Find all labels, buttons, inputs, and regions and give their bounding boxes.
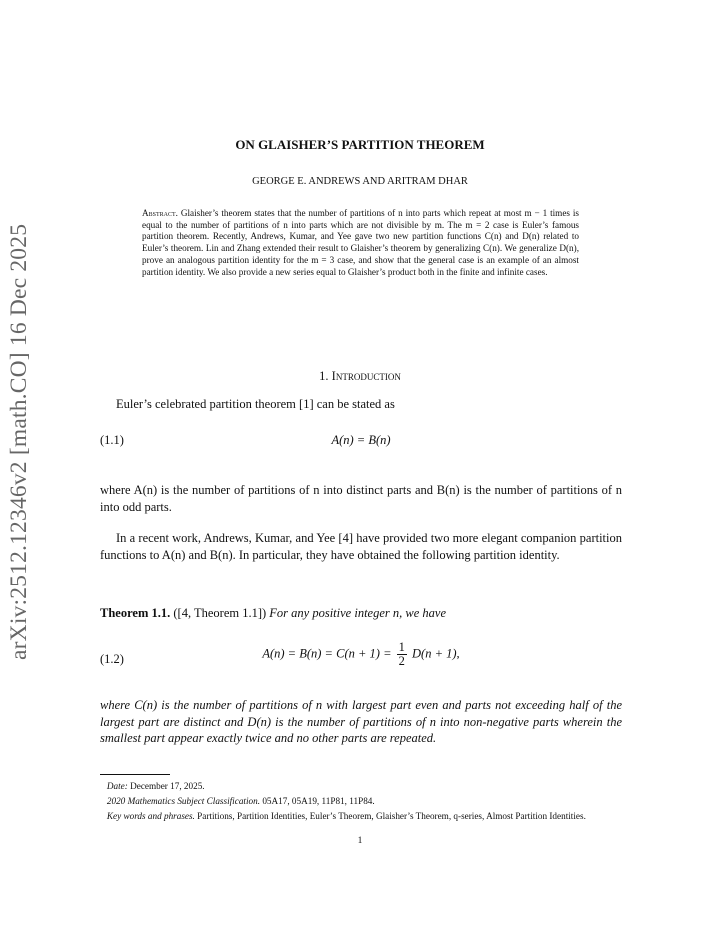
paper-authors: GEORGE E. ANDREWS AND ARITRAM DHAR	[252, 176, 468, 187]
equation-1-2	[100, 641, 622, 668]
footnote-keywords-label: Key words and phrases.	[106, 811, 195, 821]
abstract-label: Abstract.	[142, 208, 178, 218]
theorem-label: Theorem 1.1.	[100, 606, 171, 620]
theorem-statement: For any positive integer n, we have	[269, 606, 446, 620]
footnote-rule	[100, 774, 170, 775]
footnote-msc	[100, 795, 622, 807]
equation-1-2-left: A(n) = B(n) = C(n + 1) =	[262, 646, 392, 661]
equation-1-2-right: D(n + 1),	[412, 646, 460, 661]
page-number: 1	[357, 836, 363, 846]
paper-title: ON GLAISHER’S PARTITION THEOREM	[235, 137, 485, 152]
intro-paragraph-1: Euler’s celebrated partition theorem [1] can be stated as	[116, 397, 395, 411]
equation-1-1: A(n) = B(n)	[331, 433, 391, 447]
equation-number-1-1: (1.1)	[100, 433, 124, 447]
section-number: 1.	[319, 369, 329, 383]
theorem-reference: ([4, Theorem 1.1])	[173, 606, 267, 620]
arxiv-identifier: arXiv:2512.12346v2 [math.CO] 16 Dec 2025	[6, 223, 32, 660]
footnote-date	[100, 780, 622, 792]
footnote-keywords	[100, 810, 622, 822]
equation-1-2-fraction	[397, 641, 407, 668]
footnote-date-label: Date:	[106, 781, 128, 791]
fraction-numerator: 1	[398, 640, 405, 654]
abstract-text: Glaisher’s theorem states that the number of partitions of n into parts which repeat at most m − 1 times is equal to the number of partitions of n into parts which are not divisible by m. The m = 2 case is Euler’s famous partition theorem. Recently, Andrews, Kumar, and Yee gave two new partition functions C(n) and D(n) related to Euler’s theorem. Lin and Zhang extended their result to Glaisher’s theorem by generalizing C(n). We generalize D(n), prove an analogous partition identity for the m = 3 case, and show that the general case is an example of an almost partition identity. We also provide a new series equal to Glaisher’s product both in the finite and infinite cases.	[142, 208, 580, 277]
abstract	[142, 208, 579, 278]
theorem-definitions-paragraph: where C(n) is the number of partitions of n with largest part even and parts not exceeding half of the largest part are distinct and D(n) is the number of partitions of n into non-negative parts wherein the smallest part appear exactly twice and no other parts are repeated.	[100, 698, 622, 745]
footnote-msc-value: 05A17, 05A19, 11P81, 11P84.	[262, 796, 375, 806]
intro-paragraph-3: In a recent work, Andrews, Kumar, and Yee [4] have provided two more elegant companion partition functions to A(n) and B(n). In particular, they have obtained the following partition identity.	[100, 531, 622, 562]
fraction-denominator: 2	[398, 654, 405, 668]
equation-number-1-2: (1.2)	[100, 652, 124, 666]
section-title: Introduction	[331, 369, 401, 383]
footnote-date-value: December 17, 2025.	[130, 781, 205, 791]
footnote-msc-label: 2020 Mathematics Subject Classification.	[106, 796, 261, 806]
theorem-1-1	[100, 606, 622, 621]
intro-paragraph-2: where A(n) is the number of partitions of n into distinct parts and B(n) is the number of partitions of n into odd parts.	[100, 483, 622, 514]
footnote-keywords-value: Partitions, Partition Identities, Euler’s Theorem, Glaisher’s Theorem, q-series, Almost Partition Identities.	[197, 811, 586, 821]
section-heading	[0, 369, 720, 384]
